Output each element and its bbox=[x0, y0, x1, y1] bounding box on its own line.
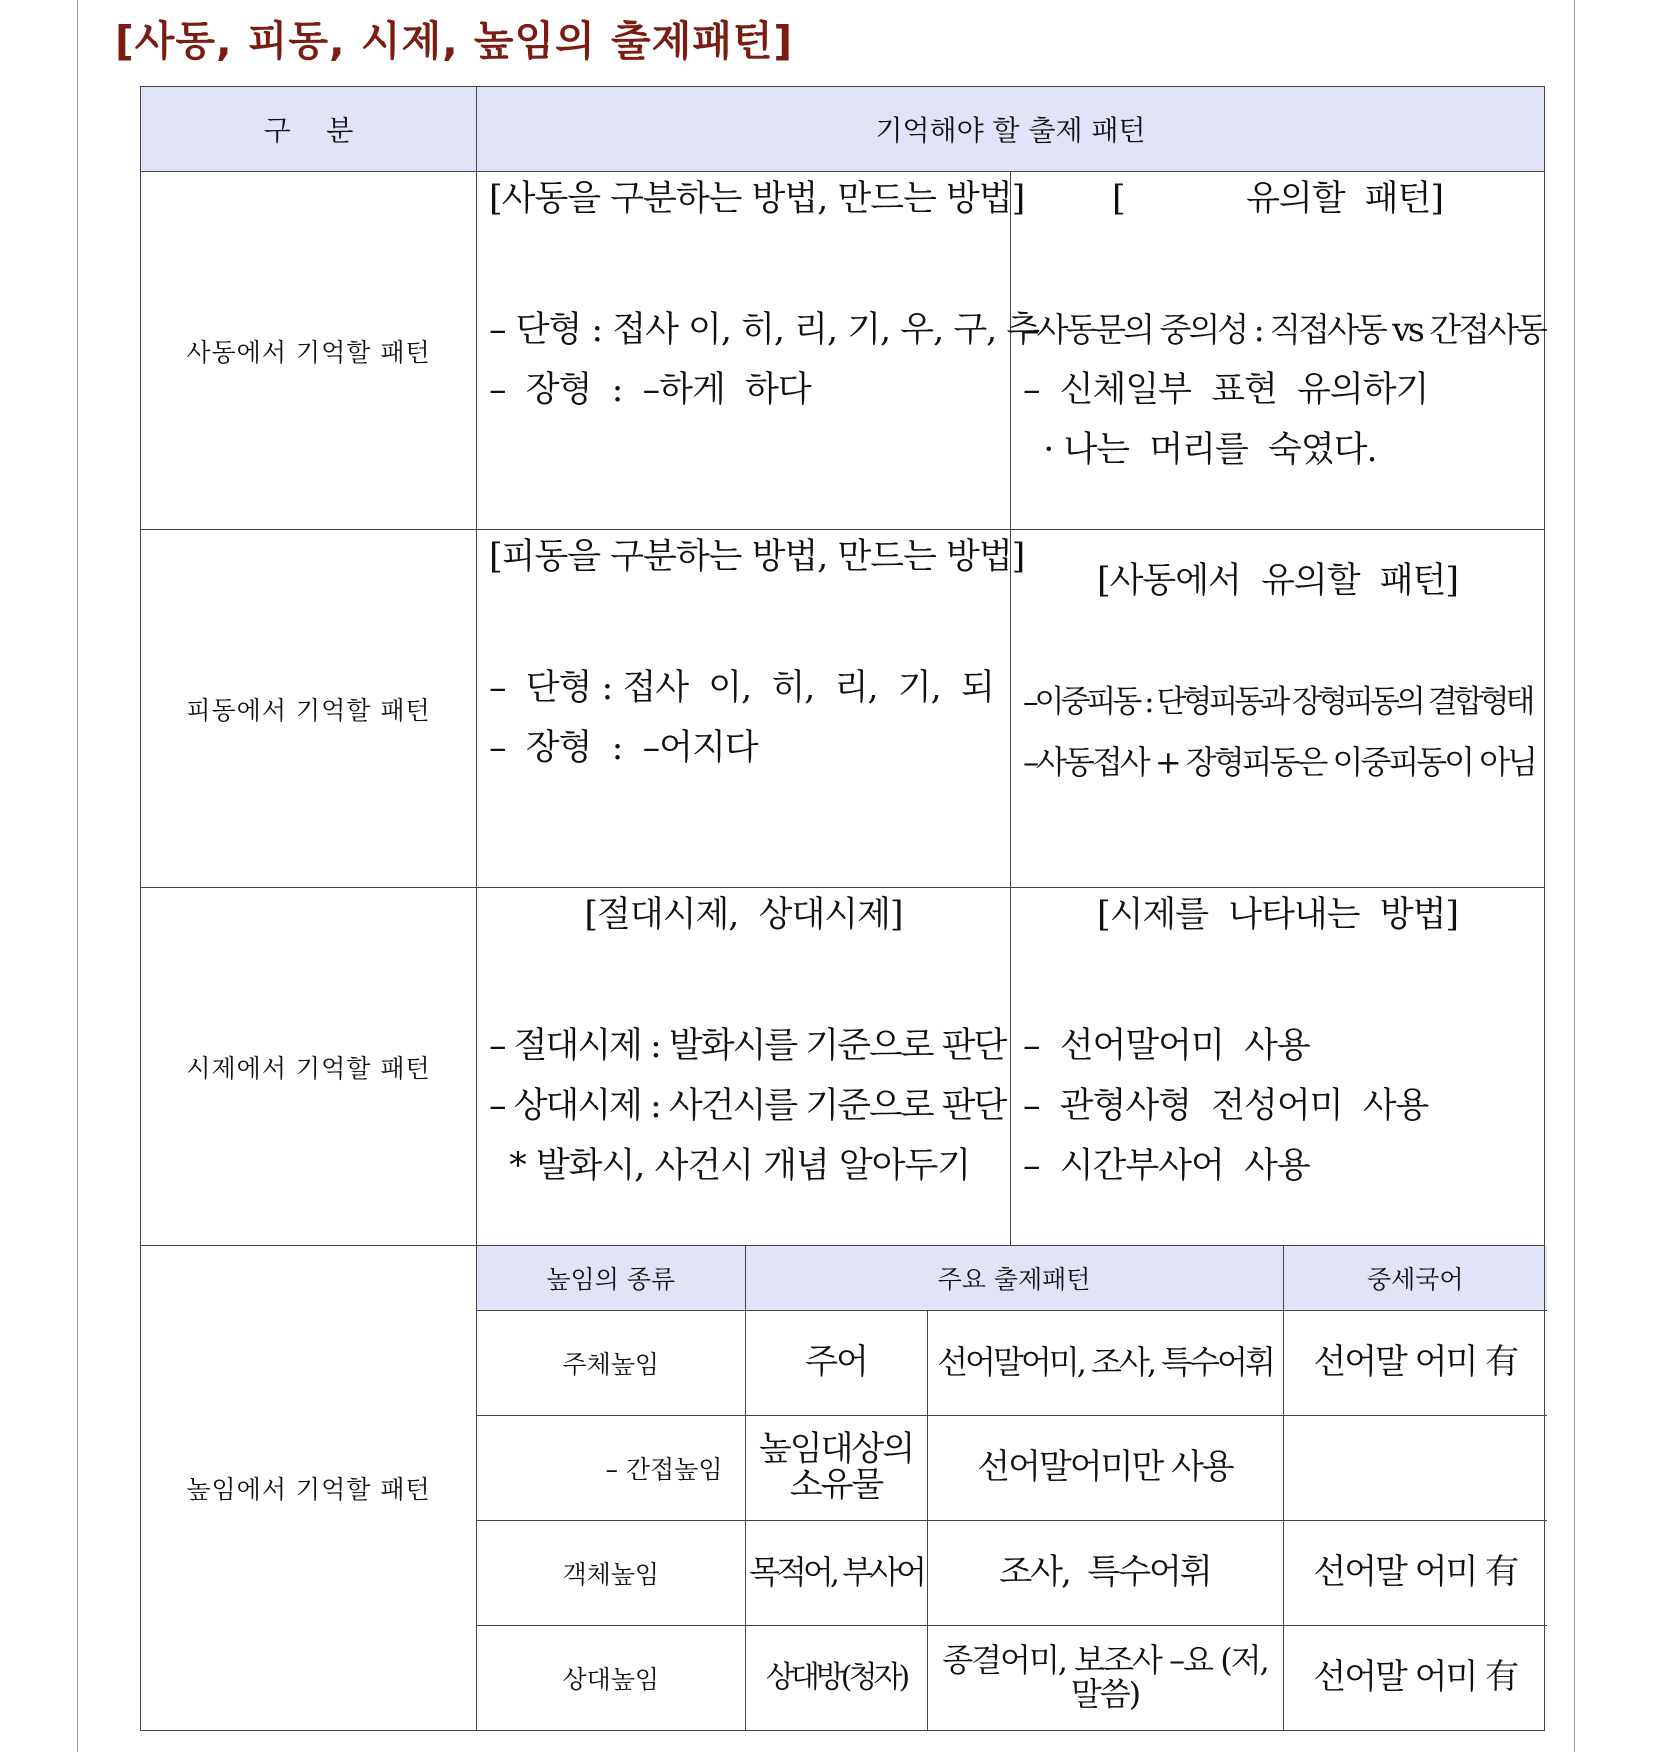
table-row bbox=[477, 1521, 1547, 1626]
note-line: –사동접사 + 장형피동은 이중피동이 아님 bbox=[1023, 742, 1536, 781]
page-title: [사동, 피동, 시제, 높임의 출제패턴] bbox=[115, 17, 794, 65]
honorific-pattern: 선어말어미만 사용 bbox=[927, 1416, 1283, 1521]
table-row bbox=[141, 1246, 1545, 1731]
note-line: – 단형 : 접사 이, 히, 리, 기, 되 bbox=[489, 667, 994, 708]
honorific-pattern: 선어말어미, 조사, 특수어휘 bbox=[927, 1311, 1283, 1416]
note-heading: [피동을 구분하는 방법, 만드는 방법] bbox=[489, 537, 1025, 577]
honorific-target: 높임대상의 소유물 bbox=[745, 1416, 927, 1521]
honorific-target: 목적어, 부사어 bbox=[745, 1521, 927, 1626]
note-line: – 상대시제 : 사건시를 기준으로 판단 bbox=[489, 1085, 1006, 1126]
header-category: 구 분 bbox=[141, 87, 477, 172]
note-line: – 장형 : –어지다 bbox=[489, 727, 758, 768]
note-line: – 단형 : 접사 이, 히, 리, 기, 우, 구, 추 bbox=[489, 309, 1040, 350]
table-row bbox=[477, 1626, 1547, 1731]
row-label: 높임에서 기억할 패턴 bbox=[141, 1246, 477, 1731]
row-label: 사동에서 기억할 패턴 bbox=[141, 172, 477, 530]
table-row bbox=[141, 530, 1545, 888]
page-frame-left bbox=[77, 0, 78, 1752]
honorific-cell bbox=[477, 1246, 1545, 1731]
note-line: –사동문의 중의성 : 직접사동 vs 간접사동 bbox=[1023, 309, 1545, 349]
note-cell bbox=[477, 172, 1040, 530]
note-line: * 발화시, 사건시 개념 알아두기 bbox=[489, 1145, 971, 1186]
honorific-kind: 주체높임 bbox=[477, 1311, 745, 1416]
pattern-table bbox=[140, 86, 1545, 1731]
note-cell bbox=[1011, 530, 1545, 888]
honorific-middle: 선어말 어미 有 bbox=[1283, 1626, 1547, 1731]
honorific-header-middle: 중세국어 bbox=[1283, 1246, 1547, 1311]
note-cell bbox=[477, 888, 1011, 1246]
note-line: · 나는 머리를 숙였다. bbox=[1023, 429, 1377, 470]
note-cell bbox=[477, 530, 1025, 888]
note-line: – 관형사형 전성어미 사용 bbox=[1023, 1085, 1429, 1126]
note-heading: [사동을 구분하는 방법, 만드는 방법] bbox=[489, 179, 1025, 219]
note-heading: [사동에서 유의할 패턴] bbox=[1096, 561, 1459, 601]
honorific-middle bbox=[1283, 1416, 1547, 1521]
table-row bbox=[477, 1311, 1547, 1416]
row-label: 피동에서 기억할 패턴 bbox=[141, 530, 477, 888]
note-line: – 절대시제 : 발화시를 기준으로 판단 bbox=[489, 1025, 1006, 1066]
honorific-header-kind: 높임의 종류 bbox=[477, 1246, 745, 1311]
honorific-table bbox=[477, 1246, 1547, 1730]
page-frame-right bbox=[1574, 0, 1575, 1752]
table-row bbox=[477, 1416, 1547, 1521]
note-heading: [ 유의할 패턴] bbox=[1111, 179, 1444, 219]
honorific-kind: 상대높임 bbox=[477, 1626, 745, 1731]
note-line: –이중피동 : 단형피동과 장형피동의 결합형태 bbox=[1023, 683, 1532, 720]
note-heading: [시제를 나타내는 방법] bbox=[1096, 895, 1459, 935]
honorific-target: 주어 bbox=[745, 1311, 927, 1416]
honorific-pattern: 조사, 특수어휘 bbox=[927, 1521, 1283, 1626]
table-row bbox=[141, 888, 1545, 1246]
honorific-middle: 선어말 어미 有 bbox=[1283, 1521, 1547, 1626]
table-row bbox=[141, 172, 1545, 530]
note-cell bbox=[1011, 172, 1545, 530]
honorific-target: 상대방(청자) bbox=[745, 1626, 927, 1731]
note-cell bbox=[1011, 888, 1545, 1246]
honorific-kind: 객체높임 bbox=[477, 1521, 745, 1626]
honorific-header-pattern: 주요 출제패턴 bbox=[745, 1246, 1283, 1311]
honorific-pattern: 종결어미, 보조사 –요 (저, 말씀) bbox=[927, 1626, 1283, 1731]
note-line: – 신체일부 표현 유의하기 bbox=[1023, 369, 1429, 410]
note-line: – 선어말어미 사용 bbox=[1023, 1025, 1310, 1066]
note-line: – 시간부사어 사용 bbox=[1023, 1145, 1310, 1186]
row-label: 시제에서 기억할 패턴 bbox=[141, 888, 477, 1246]
honorific-kind: – 간접높임 bbox=[477, 1416, 745, 1521]
header-pattern: 기억해야 할 출제 패턴 bbox=[477, 87, 1545, 172]
note-line: – 장형 : –하게 하다 bbox=[489, 369, 811, 410]
note-heading: [절대시제, 상대시제] bbox=[584, 895, 903, 935]
honorific-middle: 선어말 어미 有 bbox=[1283, 1311, 1547, 1416]
